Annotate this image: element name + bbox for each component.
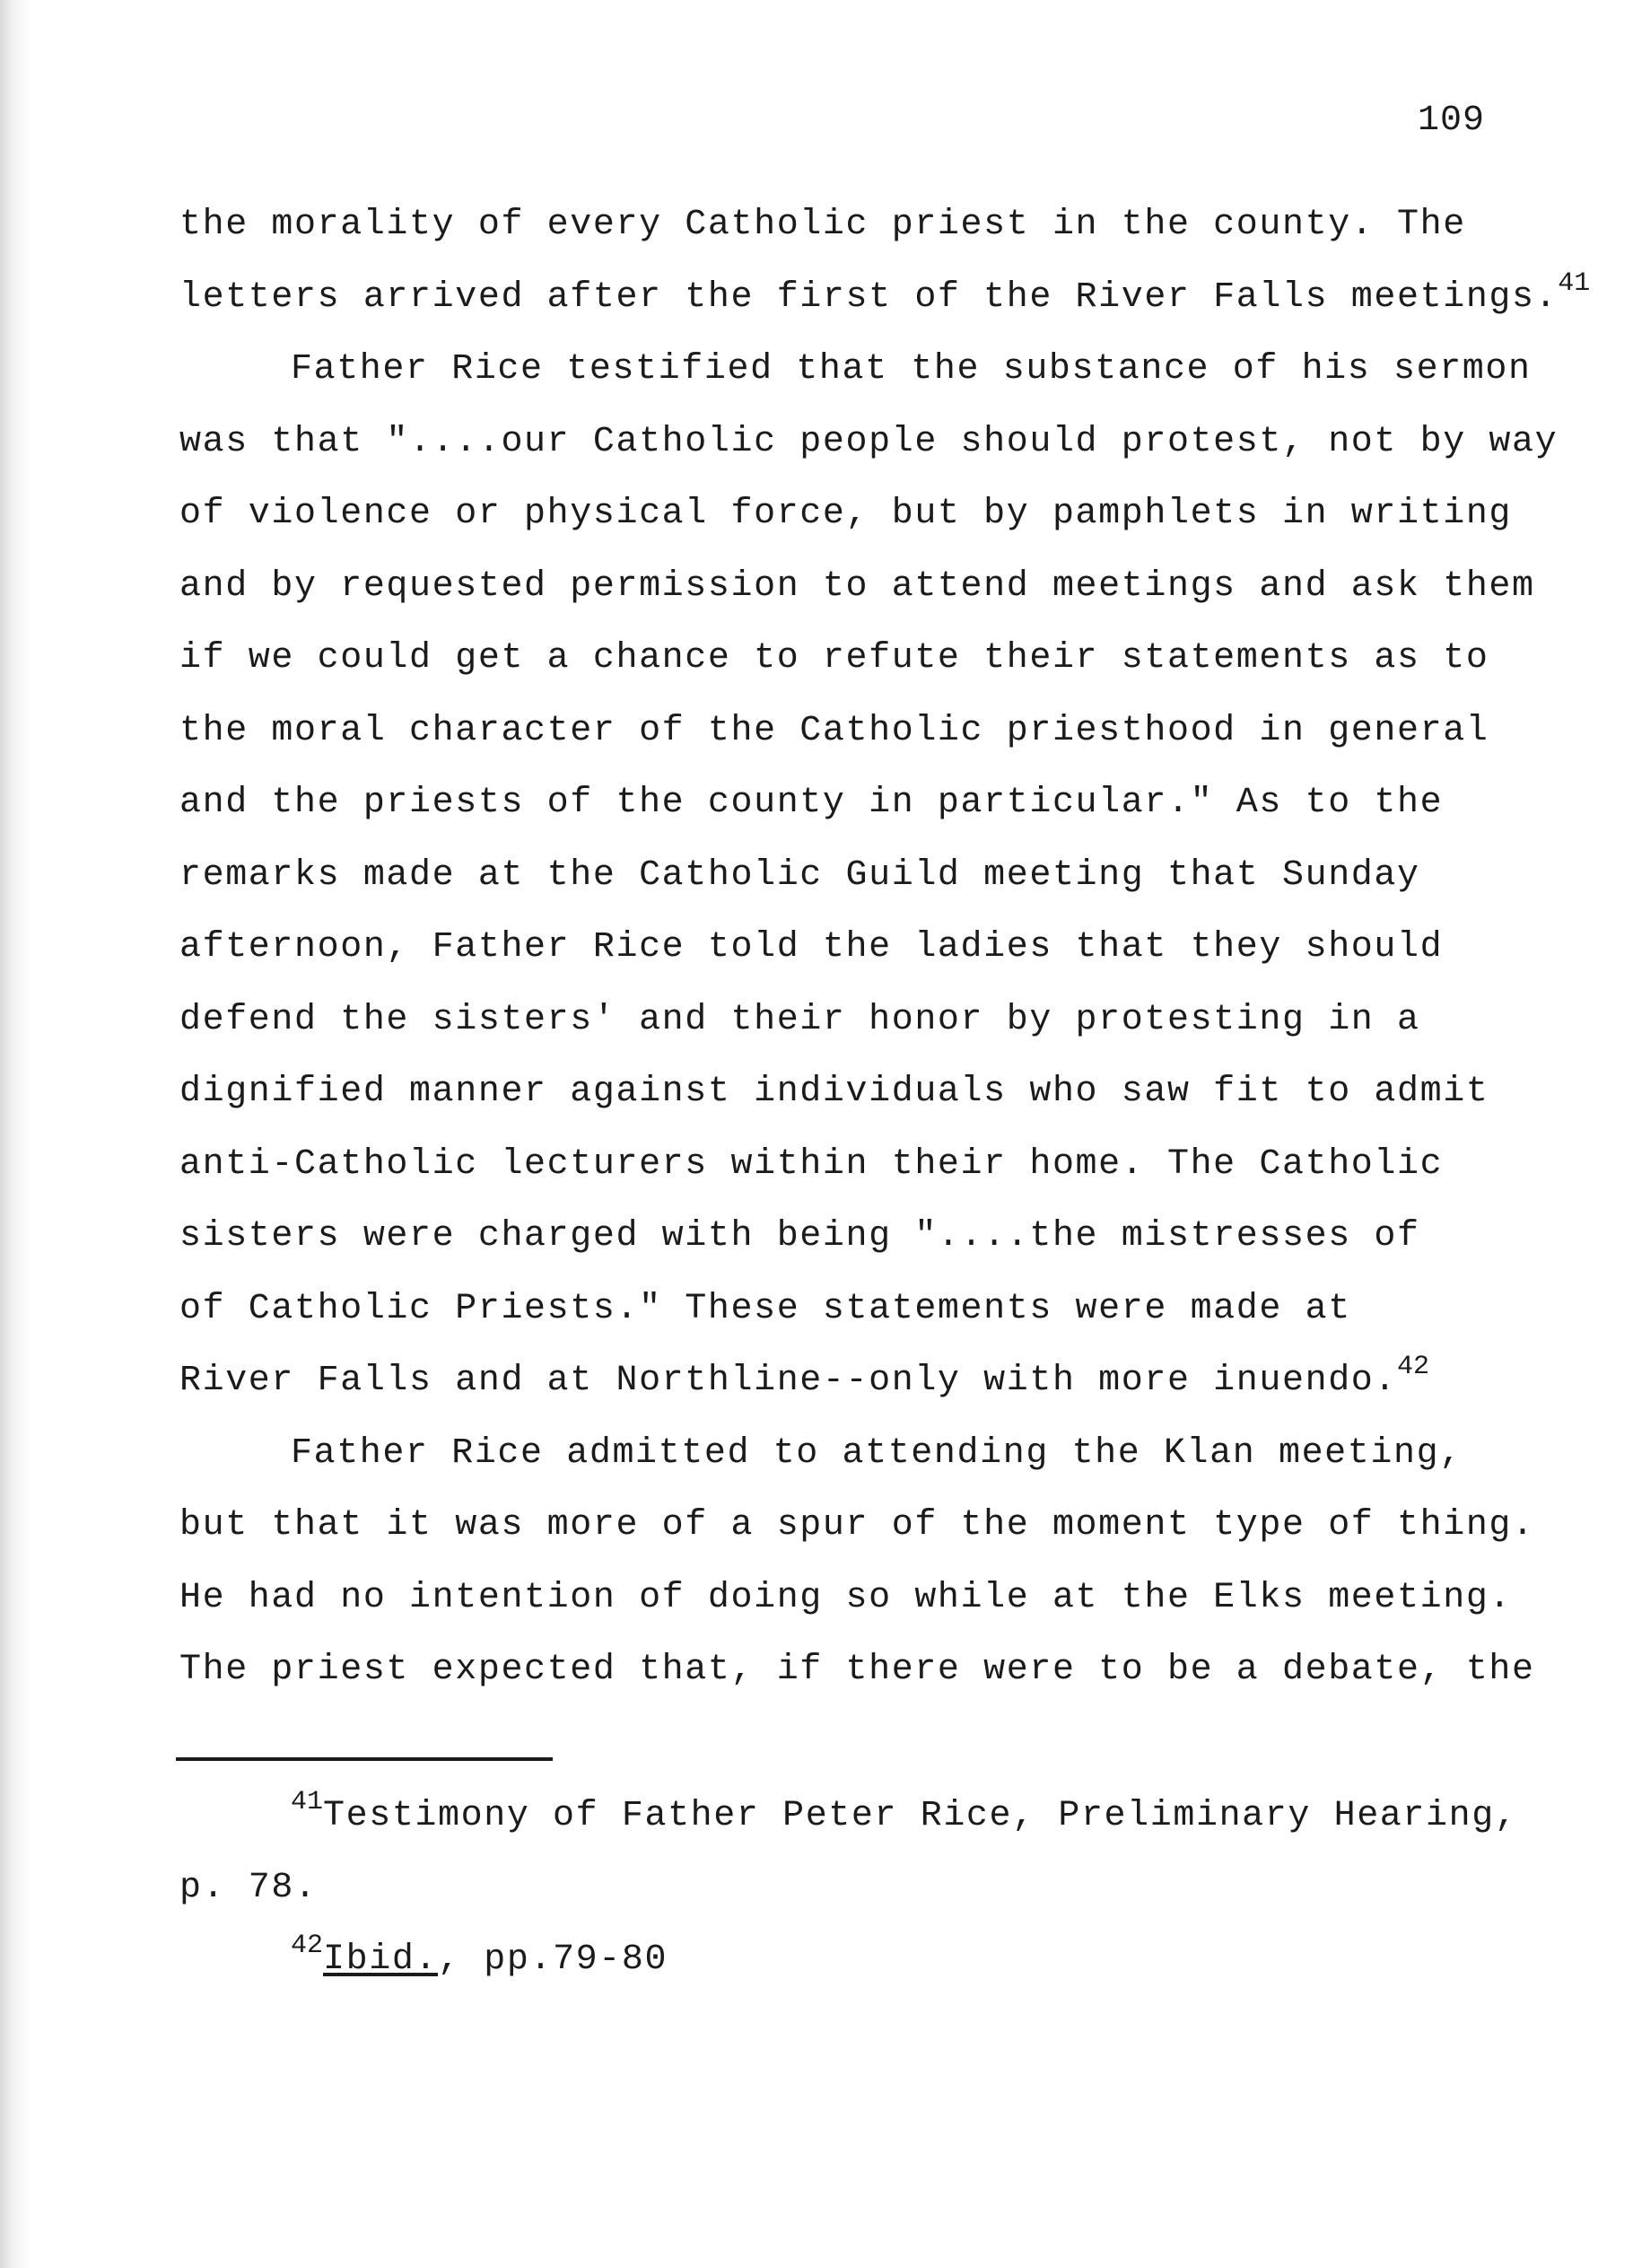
text-line: if we could get a chance to refute their statements as to xyxy=(179,638,1489,679)
footnote-number: 42 xyxy=(291,1931,324,1961)
text-line: remarks made at the Catholic Guild meeting that Sunday xyxy=(179,854,1420,896)
footnote-42 xyxy=(179,1931,1498,2007)
text-line: defend the sisters' and their honor by protesting in a xyxy=(179,999,1420,1040)
text-line: and the priests of the county in particular." As to the xyxy=(179,783,1444,823)
text-line: of violence or physical force, but by pamphlets in writing xyxy=(179,494,1513,534)
text-line: anti-Catholic lecturers within their home. The Catholic xyxy=(179,1143,1444,1185)
paragraph-start: Father Rice testified that the substance of his sermon xyxy=(291,349,1532,390)
text-line: River Falls and at Northline--only with more inuendo.$^{42}$ xyxy=(179,1352,1430,1401)
body-text xyxy=(179,199,1591,1717)
footnote-separator xyxy=(176,1757,553,1761)
text-line: of Catholic Priests." These statements were made at xyxy=(179,1288,1351,1329)
footnote-text: , pp.79-80 xyxy=(438,1940,668,1980)
paragraph-start: Father Rice admitted to attending the Klan meeting, xyxy=(291,1432,1463,1474)
text-line: the morality of every Catholic priest in the county. The xyxy=(179,205,1466,245)
footnote-41-continuation: p. 78. xyxy=(179,1868,318,1908)
footnote-ref-41[interactable]: 41 xyxy=(1558,267,1591,299)
text-line: letters arrived after the first of the River Falls meetings.$^{41}$ xyxy=(179,267,1591,318)
footnote-text: Testimony of Father Peter Rice, Preliminary Hearing, xyxy=(323,1796,1518,1836)
footnote-41 xyxy=(179,1787,1518,1863)
text-line: the moral character of the Catholic priesthood in general xyxy=(179,710,1489,751)
text-line: but that it was more of a spur of the moment type of thing. xyxy=(179,1505,1535,1546)
ibid-abbreviation: Ibid. xyxy=(323,1940,439,1980)
footnote-number: 41 xyxy=(291,1787,324,1817)
text-line: sisters were charged with being "....the mistresses of xyxy=(179,1216,1420,1257)
text-line: and by requested permission to attend meetings and ask them xyxy=(179,565,1535,607)
footnote-ref-42[interactable]: 42 xyxy=(1397,1352,1430,1382)
page-number: 109 xyxy=(1418,101,1486,141)
text-line: afternoon, Father Rice told the ladies that they should xyxy=(179,927,1444,968)
text-line: was that "....our Catholic people should protest, not by way xyxy=(179,421,1559,462)
text-line: He had no intention of doing so while at the Elks meeting. xyxy=(179,1577,1513,1618)
text-line: dignified manner against individuals who saw fit to admit xyxy=(179,1072,1489,1112)
text-line: The priest expected that, if there were to be a debate, the xyxy=(179,1650,1535,1690)
footnotes xyxy=(179,1787,1518,2007)
